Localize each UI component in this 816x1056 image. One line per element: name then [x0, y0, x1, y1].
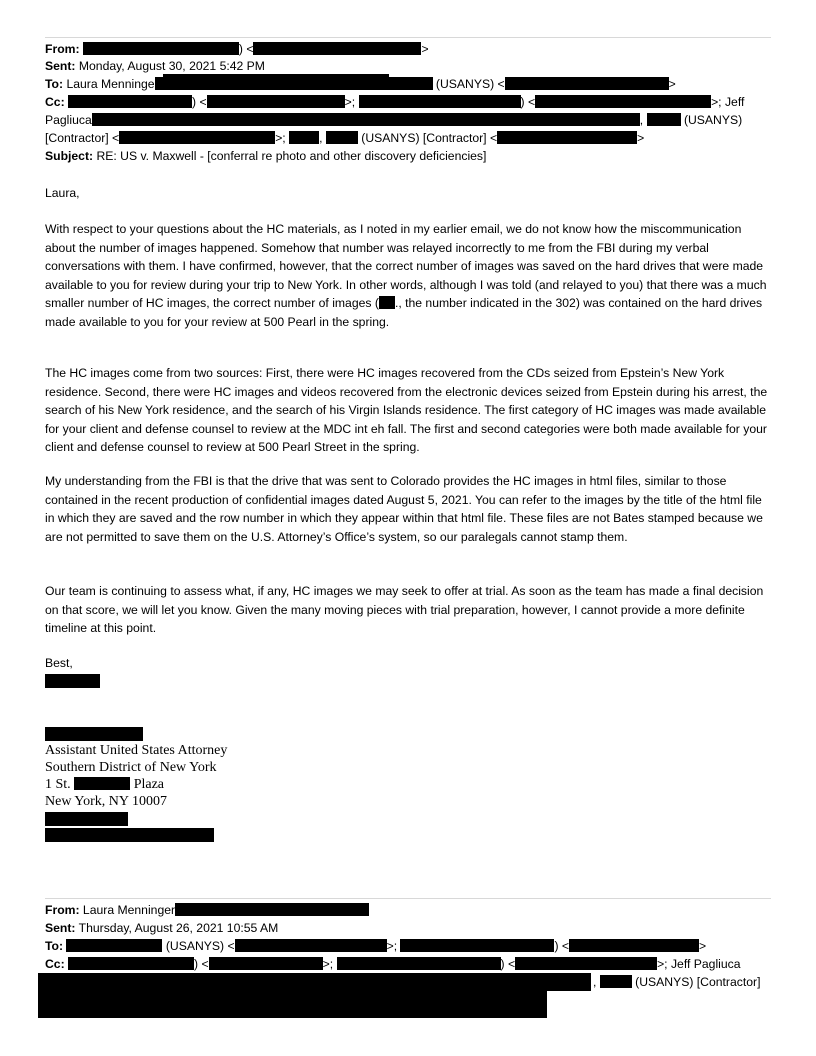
redaction-block [400, 939, 554, 952]
cc-part: ) < [192, 95, 207, 109]
redaction-block [92, 113, 640, 126]
redaction-block [83, 42, 239, 55]
email1-subject-line [45, 148, 773, 166]
cc-part: >; Jeff [711, 95, 745, 109]
closing: Best, [45, 656, 73, 670]
cc-part: ) < [194, 957, 209, 971]
cc-part: ) < [520, 95, 536, 109]
redaction-block [235, 939, 387, 952]
cc-line2-start: Pagliuca [45, 113, 92, 127]
redaction-block [38, 973, 591, 991]
cc-line3-org: (USANYS) [Contractor] < [361, 131, 498, 145]
sent-label: Sent: [45, 59, 76, 73]
redaction-block [45, 828, 214, 842]
cc-line2-comma: , [593, 975, 597, 989]
email1-cc-line3 [45, 130, 773, 148]
greeting: Laura, [45, 186, 80, 200]
redaction-block [45, 727, 143, 741]
from-name: Laura Menninger [82, 903, 176, 917]
signature-address-1 [45, 776, 164, 793]
redaction-block [209, 957, 323, 970]
subject-label: Subject: [45, 149, 94, 163]
redaction-block [45, 812, 128, 826]
cc-line3-end: > [637, 131, 645, 145]
to-label: To: [45, 939, 64, 953]
para2-text: The HC images come from two sources: First, there were HC images recovered from the CDs seized from Epstein’s New York residence. Second, there were HC images and videos recovered from the electronic devices seized from Epstein during his arrest, the search of his New York residence, and the search of his Virgin Islands residence. The first category of HC images was made available for your client and defense counsel to review at the MDC int eh fall. The first and second categories were both made available for your client and defense counsel to review at 500 Pearl Street in the spring. [45, 366, 768, 454]
email1-paragraph-3 [45, 472, 773, 546]
sent-label: Sent: [45, 921, 76, 935]
email2-cc-line [45, 956, 773, 974]
redaction-block [337, 957, 501, 970]
email2-sent-line [45, 920, 773, 938]
cc-label: Cc: [45, 957, 65, 971]
signature-office: Southern District of New York [45, 760, 217, 775]
redaction-block [569, 939, 699, 952]
signature-address-2: New York, NY 10007 [45, 794, 167, 809]
cc-label: Cc: [45, 95, 65, 109]
header-divider-bottom [45, 898, 771, 899]
to-end: > [668, 77, 676, 91]
signature-title: Assistant United States Attorney [45, 743, 228, 758]
address-1-a: 1 St. [45, 777, 71, 792]
email1-from-line [45, 41, 773, 59]
subject-value: RE: US v. Maxwell - [conferral re photo and other discovery deficiencies] [96, 149, 487, 163]
cc-line2-comma: , [639, 113, 644, 127]
cc-line2-org: (USANYS) [683, 113, 743, 127]
cc-part: ) < [500, 957, 516, 971]
to-org: (USANYS) < [165, 939, 235, 953]
redaction-block [326, 131, 358, 144]
email2-from-line [45, 902, 773, 920]
from-close: ) < [238, 42, 254, 56]
cc-line2-org: (USANYS) [Contractor] [635, 975, 761, 989]
from-end: > [421, 42, 429, 56]
sent-value: Monday, August 30, 2021 5:42 PM [78, 59, 265, 73]
redaction-block [68, 957, 194, 970]
email1-paragraph-1 [45, 220, 773, 331]
cc-part: >; Jeff Pagliuca [657, 957, 741, 971]
redaction-block [379, 296, 395, 309]
redaction-block [600, 975, 632, 988]
redaction-block [38, 990, 547, 1018]
para4-text: Our team is continuing to assess what, if any, HC images we may seek to offer at trial. As soon as the team has made a final decision on that score, we will let you know. Given the many moving pieces with trial preparation, however, I cannot provide a more definite timeline at this point. [45, 584, 764, 635]
email1-closing [45, 654, 773, 673]
to-org: (USANYS) < [435, 77, 505, 91]
para1-text-b: ., the number indicated in the 302) was contained on the hard drives made available to you for your review at 500 Pearl in the spring. [45, 296, 763, 329]
to-sep: >; [386, 939, 398, 953]
email2-cc-line2 [593, 974, 773, 992]
email1-to-line [45, 76, 773, 94]
cc-part: >; [322, 957, 334, 971]
cc-line3-sep: >; [275, 131, 286, 145]
header-divider-top [45, 37, 771, 38]
email1-sent-line [45, 58, 773, 76]
redaction-block [74, 777, 130, 790]
redaction-block [535, 95, 711, 108]
redaction-block [207, 95, 345, 108]
email1-cc-line [45, 94, 773, 112]
redaction-block [253, 42, 421, 55]
redaction-block [497, 131, 637, 144]
redaction-block [505, 77, 669, 90]
email1-cc-line2 [45, 112, 773, 130]
para3-text: My understanding from the FBI is that the drive that was sent to Colorado provides the HC images in html files, similar to those contained in the recent production of confidential images dated August 5, 2021. You can refer to the images by the title of the html file in which they are saved and the row number in which they appear within that html file. These files are not Bates stamped because we are not permitted to save them on the U.S. Attorney’s Office’s system, so our paralegals cannot stamp them. [45, 474, 763, 544]
redaction-block [119, 131, 275, 144]
cc-line3-start: [Contractor] < [45, 131, 120, 145]
address-1-b: Plaza [133, 777, 165, 792]
redaction-block [155, 77, 433, 90]
email1-paragraph-2 [45, 364, 773, 457]
email2-to-line [45, 938, 773, 956]
from-label: From: [45, 42, 80, 56]
to-part: ) < [554, 939, 570, 953]
to-label: To: [45, 77, 64, 91]
redaction-block [175, 903, 369, 916]
cc-part: >; [344, 95, 356, 109]
redaction-block [45, 674, 100, 688]
redaction-block [515, 957, 657, 970]
to-end: > [699, 939, 707, 953]
sent-value: Thursday, August 26, 2021 10:55 AM [78, 921, 279, 935]
to-name: Laura Menninge [66, 77, 155, 91]
para1-text-a: With respect to your questions about the HC materials, as I noted in my earlier email, we do not know how the miscommunication about the number of images happened. Somehow that number was relayed incorrectly to me from the FBI during my verbal conversations with them. I have confirmed, however, that the correct number of images was saved on the hard drives that were made available to you for review during your trip to New York. In other words, although I was told (and relayed to you) that there was a much smaller number of HC images, the correct number of images ( [45, 222, 767, 310]
from-label: From: [45, 903, 80, 917]
redaction-block [359, 95, 521, 108]
cc-line3-comma: , [319, 131, 323, 145]
redaction-block [66, 939, 162, 952]
redaction-block [289, 131, 319, 144]
email1-greeting [45, 184, 773, 203]
redaction-block [647, 113, 681, 126]
email1-paragraph-4 [45, 582, 773, 638]
redaction-block [68, 95, 192, 108]
